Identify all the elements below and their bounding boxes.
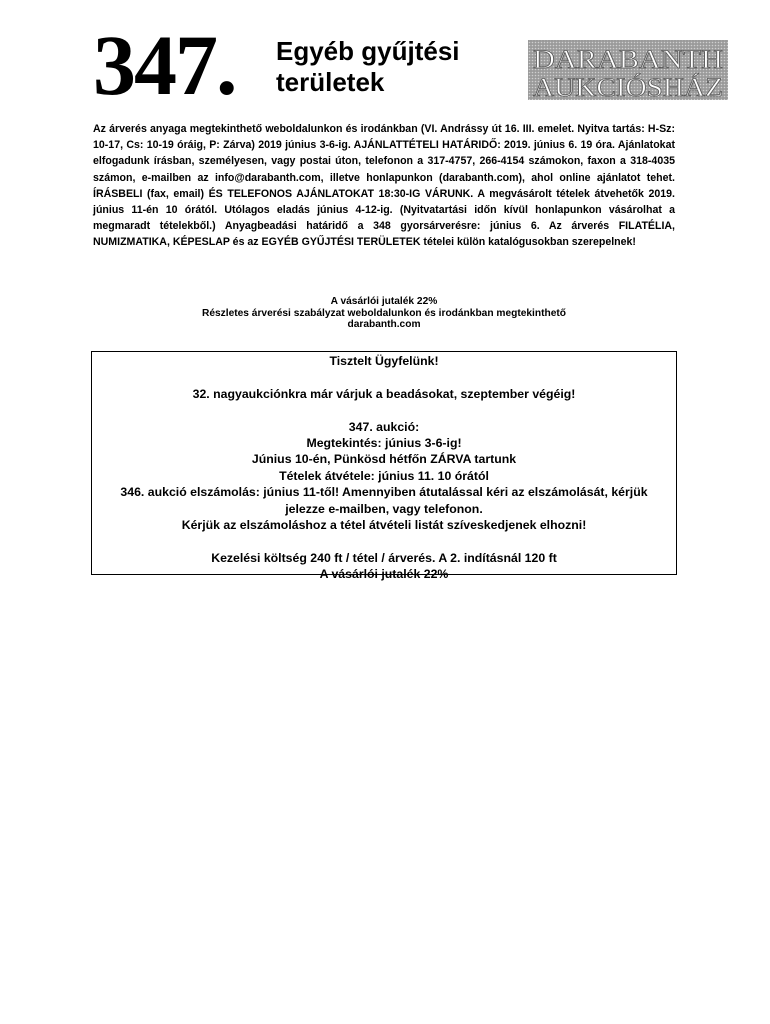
commission-info <box>93 296 675 331</box>
notice-announcement: 32. nagyaukciónkra már várjuk a beadásokat, szeptember végéig! <box>192 386 576 401</box>
intro-paragraph: Az árverés anyaga megtekinthető weboldalunkon és irodánkban (VI. Andrássy út 16. III. emelet. Nyitva tartás: H-Sz: 10-17, Cs: 10-19 óráig, P: Zárva) 2019 június 3-6-ig. AJÁNLATTÉTELI HATÁRIDŐ: 2019. június 6. 19 óra. Ajánlatokat elfogadunk írásban, személyesen, vagy postai úton, telefonon a 317-4757, 266-4154 számokon, faxon a 318-4035 számon, e-mailben az info@darabanth.com, illetve honlapunkon (darabanth.com), ahol online ajánlatot tehet. ÍRÁSBELI (fax, email) ÉS TELEFONOS AJÁNLATOKAT 18:30-IG VÁRUNK. A megvásárolt tételek átvehetők 2019. június 11-én 10 órától. Utólagos eladás június 4-12-ig. (Nyitvatartási időn kívül honlapunkon vásárolhat a megmaradt tételekből.) Anyagbeadási határidő a 348 gyorsárverésre: június 6. Az árverés FILATÉLIA, NUMIZMATIKA, KÉPESLAP és az EGYÉB GYŰJTÉSI TERÜLETEK tételei külön katalógusokban szerepelnek! <box>93 123 675 249</box>
logo-text-line-2: AUKCIÓSHÁZ <box>533 73 723 102</box>
notice-pickup: Tételek átvétele: június 11. 10 órától <box>279 468 489 483</box>
logo-text-line-1: DARABANTH <box>533 45 724 74</box>
notice-auction-label: 347. aukció: <box>348 419 420 434</box>
rules-line: Részletes árverési szabályzat weboldalunkon és irodánkban megtekinthető <box>201 307 567 319</box>
title-line-2: területek <box>276 67 385 97</box>
notice-greeting: Tisztelt Ügyfelünk! <box>329 354 439 368</box>
website-line: darabanth.com <box>347 319 421 330</box>
title-line-1: Egyéb gyűjtési <box>276 36 460 66</box>
notice-commission: A vásárlói jutalék 22% <box>319 567 449 582</box>
auction-number: 347. <box>93 17 236 113</box>
notice-box <box>91 351 677 582</box>
notice-settlement-1: 346. aukció elszámolás: június 11-től! Amennyiben átutalással kéri az elszámolását, kérjük <box>120 485 648 500</box>
notice-closed: Június 10-én, Pünkösd hétfőn ZÁRVA tartunk <box>251 452 517 467</box>
notice-viewing: Megtekintés: június 3-6-ig! <box>306 436 462 450</box>
commission-line: A vásárlói jutalék 22% <box>330 296 438 307</box>
notice-bring-list: Kérjük az elszámoláshoz a tétel átvételi listát szíveskedjenek elhozni! <box>181 518 587 533</box>
notice-fee: Kezelési költség 240 ft / tétel / árverés. A 2. indításnál 120 ft <box>211 550 557 565</box>
notice-settlement-2: jelezze e-mailben, vagy telefonon. <box>285 501 483 516</box>
darabanth-logo <box>528 38 728 102</box>
page-title <box>276 36 460 98</box>
